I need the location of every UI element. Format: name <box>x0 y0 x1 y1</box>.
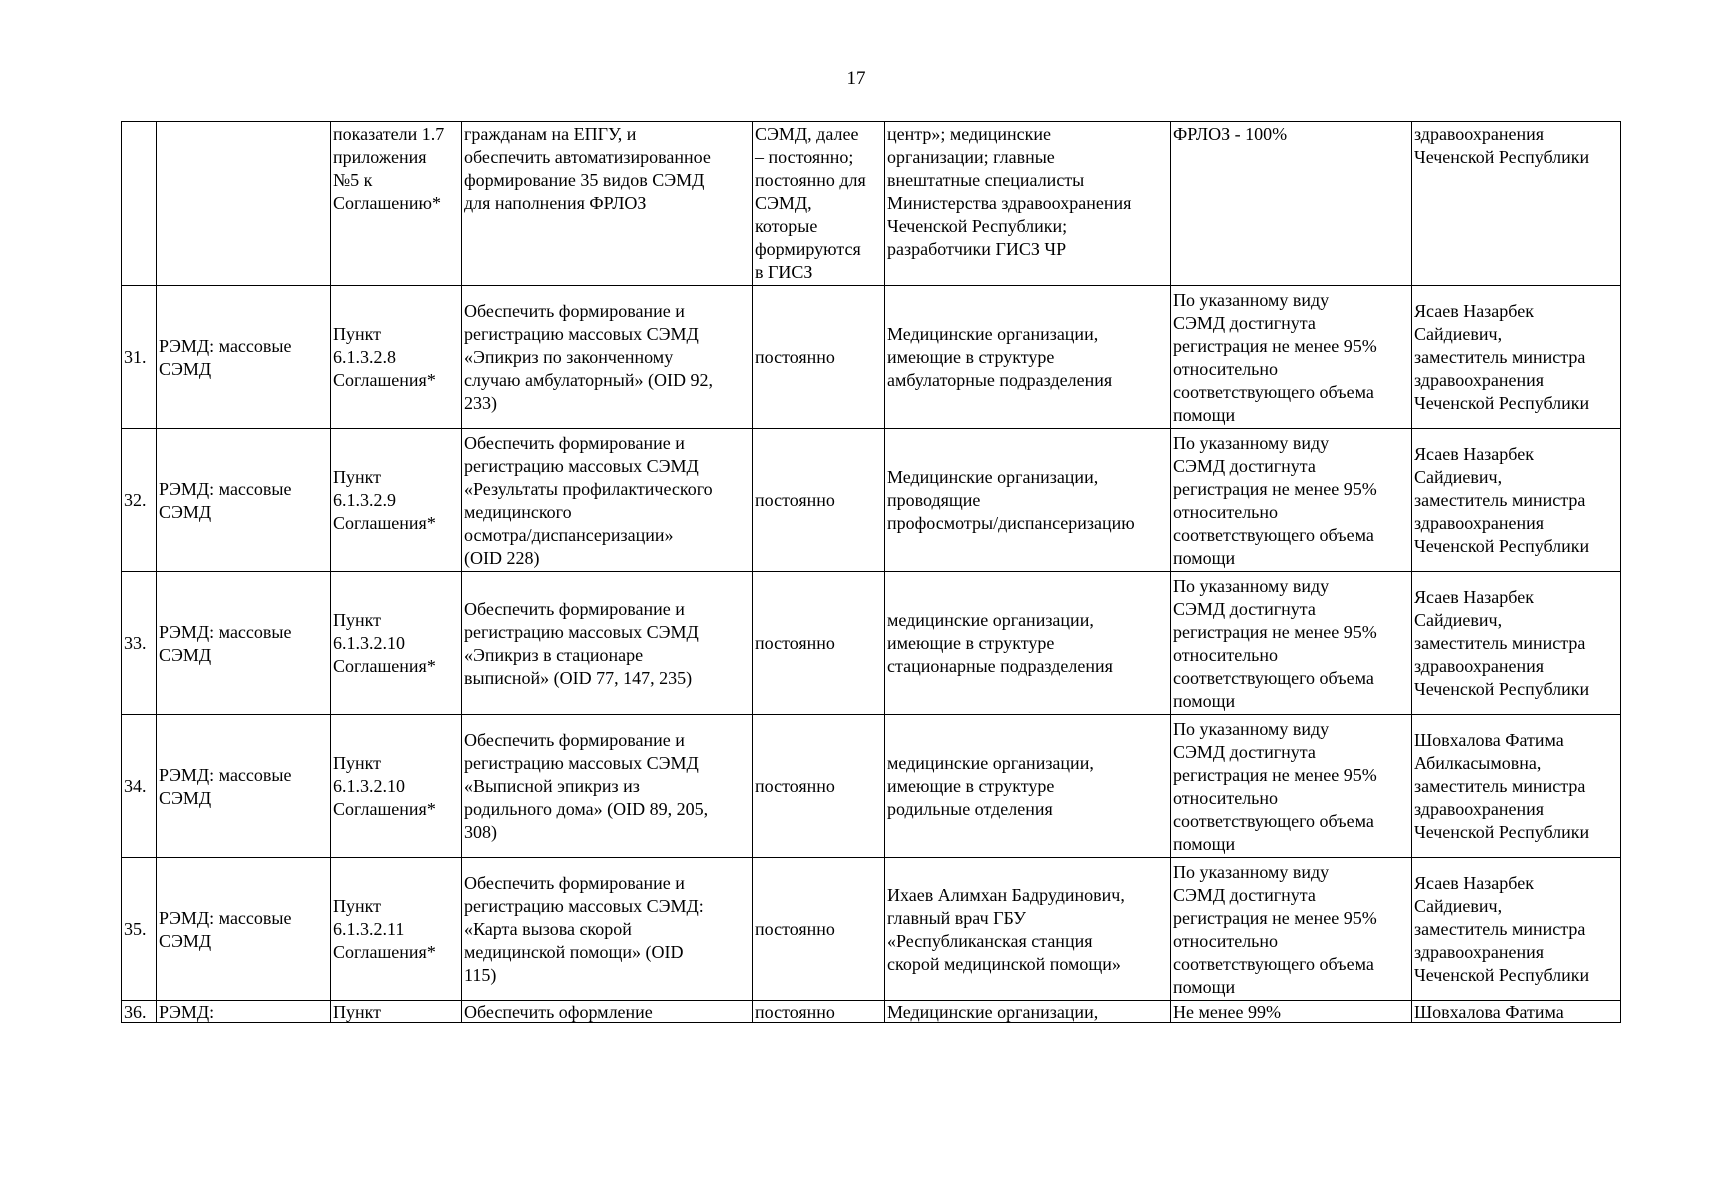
table-row-32 <box>122 429 1621 572</box>
cell-executors: медицинские организации, имеющие в структуре стационарные подразделения <box>885 572 1171 715</box>
table-row-36 <box>122 1001 1621 1023</box>
action-plan-table <box>121 121 1621 1023</box>
cell-basis: Пункт 6.1.3.2.8 Соглашения* <box>331 286 462 429</box>
cell-term: постоянно <box>753 572 885 715</box>
cell-responsible: здравоохранения Чеченской Республики <box>1412 122 1621 286</box>
cell-responsible: Шовхалова Фатима Абилкасымовна, заместитель министра здравоохранения Чеченской Республики <box>1412 715 1621 858</box>
cell-name: РЭМД: массовые СЭМД <box>157 286 331 429</box>
cell-action: Обеспечить формирование и регистрацию массовых СЭМД «Результаты профилактического медицинского осмотра/диспансеризации» (OID 228) <box>462 429 753 572</box>
cell-executors: Ихаев Алимхан Бадрудинович, главный врач ГБУ «Республиканская станция скорой медицинской помощи» <box>885 858 1171 1001</box>
cell-executors: Медицинские организации, имеющие в структуре амбулаторные подразделения <box>885 286 1171 429</box>
cell-term: СЭМД, далее – постоянно; постоянно для СЭМД, которые формируются в ГИСЗ <box>753 122 885 286</box>
cell-executors: медицинские организации, имеющие в структуре родильные отделения <box>885 715 1171 858</box>
cell-responsible: Ясаев Назарбек Сайдиевич, заместитель министра здравоохранения Чеченской Республики <box>1412 286 1621 429</box>
cell-number: 34. <box>122 715 157 858</box>
table-row-continuation <box>122 122 1621 286</box>
cell-term: постоянно <box>753 715 885 858</box>
cell-result: По указанному виду СЭМД достигнута регистрация не менее 95% относительно соответствующего объема помощи <box>1171 572 1412 715</box>
cell-name: РЭМД: массовые СЭМД <box>157 429 331 572</box>
cell-result: По указанному виду СЭМД достигнута регистрация не менее 95% относительно соответствующего объема помощи <box>1171 429 1412 572</box>
page-number: 17 <box>846 68 866 89</box>
cell-basis: Пункт 6.1.3.2.9 Соглашения* <box>331 429 462 572</box>
cell-basis: показатели 1.7 приложения №5 к Соглашению* <box>331 122 462 286</box>
cell-term: постоянно <box>753 429 885 572</box>
cell-basis: Пункт 6.1.3.2.10 Соглашения* <box>331 572 462 715</box>
cell-number: 36. <box>122 1001 157 1023</box>
cell-action: Обеспечить формирование и регистрацию массовых СЭМД: «Карта вызова скорой медицинской помощи» (OID 115) <box>462 858 753 1001</box>
table-row-31 <box>122 286 1621 429</box>
cell-result: По указанному виду СЭМД достигнута регистрация не менее 95% относительно соответствующего объема помощи <box>1171 715 1412 858</box>
cell-result: По указанному виду СЭМД достигнута регистрация не менее 95% относительно соответствующего объема помощи <box>1171 286 1412 429</box>
table-row-34 <box>122 715 1621 858</box>
cell-name: РЭМД: массовые СЭМД <box>157 858 331 1001</box>
cell-basis: Пункт 6.1.3.2.10 Соглашения* <box>331 715 462 858</box>
cell-responsible: Ясаев Назарбек Сайдиевич, заместитель министра здравоохранения Чеченской Республики <box>1412 572 1621 715</box>
cell-number: 32. <box>122 429 157 572</box>
cell-name: РЭМД: <box>157 1001 331 1023</box>
cell-result: По указанному виду СЭМД достигнута регистрация не менее 95% относительно соответствующего объема помощи <box>1171 858 1412 1001</box>
cell-term: постоянно <box>753 858 885 1001</box>
cell-action: Обеспечить оформление <box>462 1001 753 1023</box>
table-row-33 <box>122 572 1621 715</box>
cell-executors: центр»; медицинские организации; главные внештатные специалисты Министерства здравоохранения Чеченской Республики; разработчики ГИСЗ ЧР <box>885 122 1171 286</box>
cell-executors: Медицинские организации, <box>885 1001 1171 1023</box>
cell-result: Не менее 99% <box>1171 1001 1412 1023</box>
cell-action: Обеспечить формирование и регистрацию массовых СЭМД «Выписной эпикриз из родильного дома» (OID 89, 205, 308) <box>462 715 753 858</box>
cell-number: 35. <box>122 858 157 1001</box>
cell-number: 33. <box>122 572 157 715</box>
cell-basis: Пункт <box>331 1001 462 1023</box>
cell-responsible: Шовхалова Фатима <box>1412 1001 1621 1023</box>
cell-executors: Медицинские организации, проводящие профосмотры/диспансеризацию <box>885 429 1171 572</box>
cell-action: Обеспечить формирование и регистрацию массовых СЭМД «Эпикриз в стационаре выписной» (OID 77, 147, 235) <box>462 572 753 715</box>
cell-name: РЭМД: массовые СЭМД <box>157 715 331 858</box>
cell-number <box>122 122 157 286</box>
cell-name: РЭМД: массовые СЭМД <box>157 572 331 715</box>
cell-responsible: Ясаев Назарбек Сайдиевич, заместитель министра здравоохранения Чеченской Республики <box>1412 858 1621 1001</box>
cell-name <box>157 122 331 286</box>
cell-responsible: Ясаев Назарбек Сайдиевич, заместитель министра здравоохранения Чеченской Республики <box>1412 429 1621 572</box>
table-row-35 <box>122 858 1621 1001</box>
cell-number: 31. <box>122 286 157 429</box>
cell-term: постоянно <box>753 286 885 429</box>
cell-result: ФРЛОЗ - 100% <box>1171 122 1412 286</box>
cell-term: постоянно <box>753 1001 885 1023</box>
cell-action: Обеспечить формирование и регистрацию массовых СЭМД «Эпикриз по законченному случаю амбулаторный» (OID 92, 233) <box>462 286 753 429</box>
cell-action: гражданам на ЕПГУ, и обеспечить автоматизированное формирование 35 видов СЭМД для наполнения ФРЛОЗ <box>462 122 753 286</box>
cell-basis: Пункт 6.1.3.2.11 Соглашения* <box>331 858 462 1001</box>
